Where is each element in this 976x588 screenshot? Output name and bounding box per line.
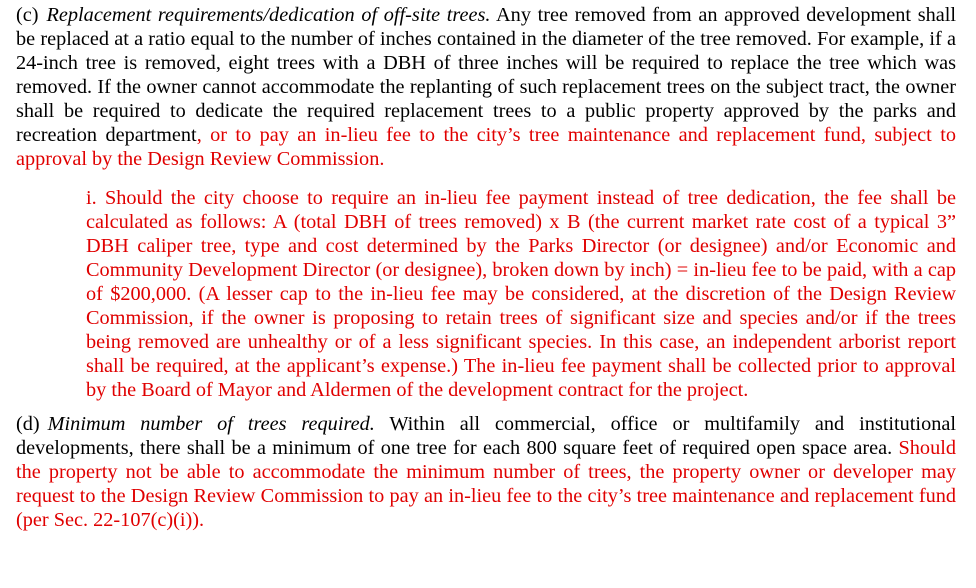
ordinance-document <box>16 3 956 532</box>
section-c-body: Any tree removed from an approved development shall be replaced at a ratio equal to the number of inches contained in the diameter of the tree removed. For example, if a 24-inch tree is removed, eight trees with a DBH of three inches will be required to replace the tree which was removed. If the owner cannot accommodate the replanting of such replacement trees on the subject tract, the owner shall be required to dedicate the required replacement trees to a public property approved by the parks and recreation department <box>16 4 957 146</box>
subsection-i-paragraph: i. Should the city choose to require an in-lieu fee payment instead of tree dedication, the fee shall be calculated as follows: A (total DBH of trees removed) x B (the current market rate cost of a typical 3” DBH caliper tree, type and cost determined by the Parks Director (or designee) and/or Economic and Community Development Director (or designee), broken down by inch) = in-lieu fee to be paid, with a cap of $200,000. (A lesser cap to the in-lieu fee may be considered, at the discretion of the Design Review Commission, if the owner is proposing to retain trees of significant size and species and/or if the trees being removed are unhealthy or of a less significant species. In this case, an independent arborist report shall be required, at the applicant’s expense.) The in-lieu fee payment shall be collected prior to approval by the Board of Mayor and Aldermen of the development contract for the project. <box>86 187 956 401</box>
section-d-amendment: Should the property not be able to accommodate the minimum number of trees, the property owner or developer may request to the Design Review Commission to pay an in-lieu fee to the city’s tree maintenance and replacement fund (per Sec. 22-107(c)(i)). <box>16 437 956 531</box>
section-d-paragraph <box>16 412 956 532</box>
section-d-body: Within all commercial, office or multifamily and institutional developments, there shall be a minimum of one tree for each 800 square feet of required open space area. <box>16 413 956 459</box>
section-c-amendment: , or to pay an in-lieu fee to the city’s tree maintenance and replacement fund, subject to approval by the Design Review Commission. <box>16 124 956 170</box>
section-c-label: (c) <box>16 4 39 26</box>
section-c-paragraph <box>16 3 956 171</box>
section-d-heading: Minimum number of trees required. <box>47 413 375 435</box>
section-c-heading: Replacement requirements/dedication of off-site trees. <box>46 4 491 26</box>
section-d-label: (d) <box>16 413 40 435</box>
